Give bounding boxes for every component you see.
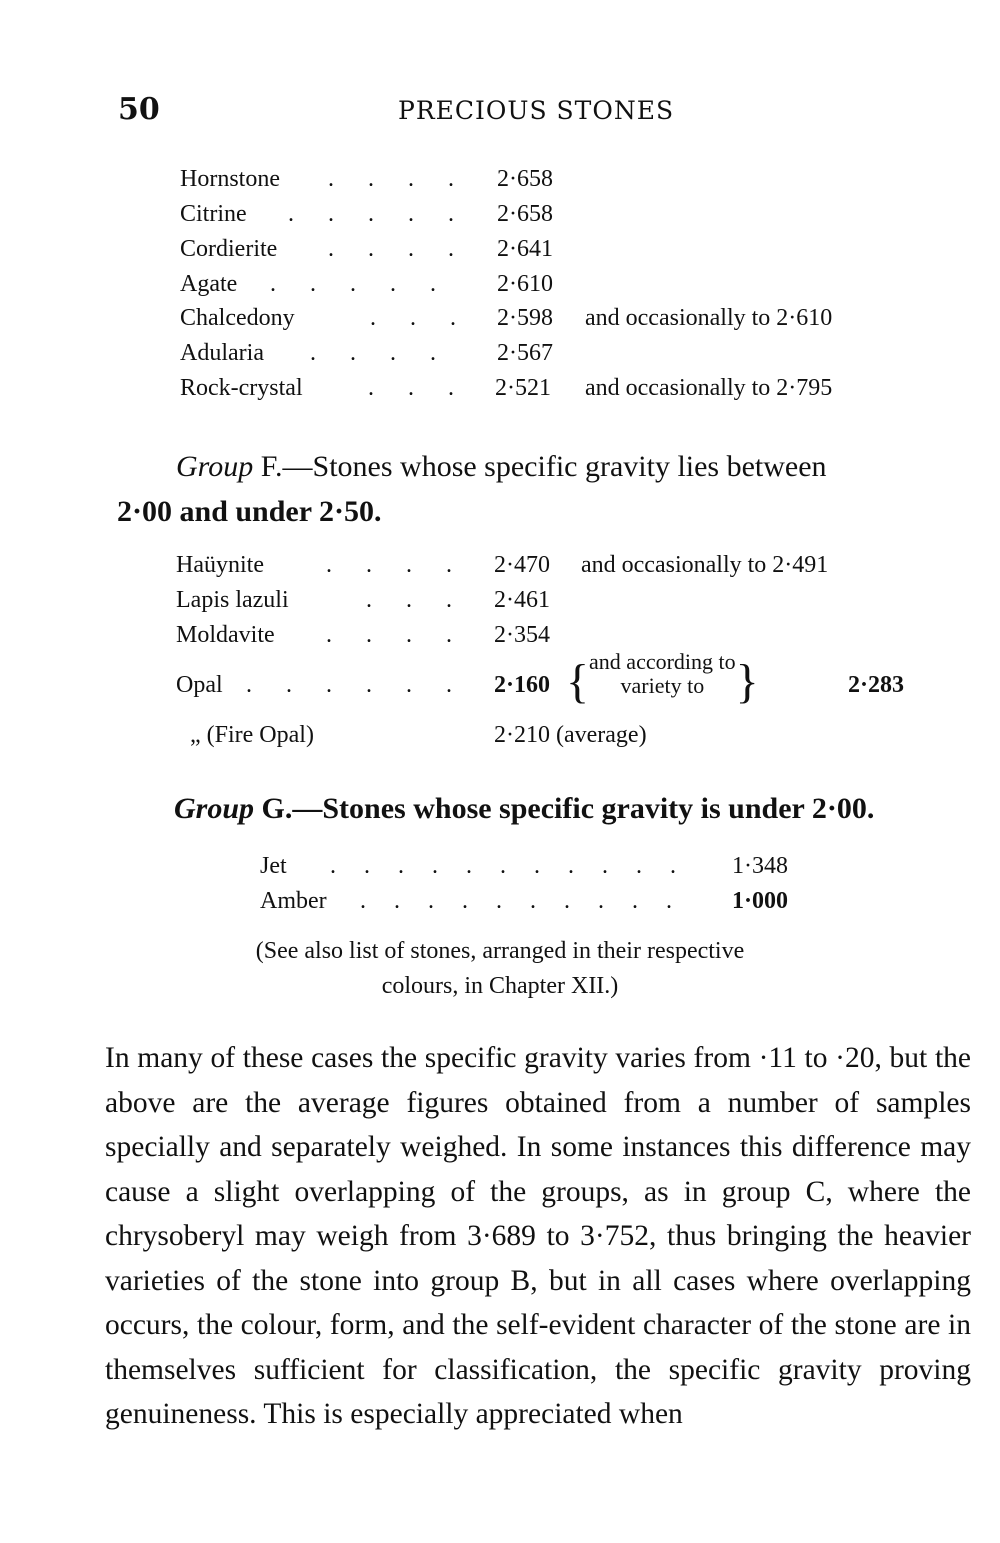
stone-name: Adularia	[180, 340, 264, 366]
leader-dots: . . . . . .	[246, 672, 466, 698]
leader-dots: . . .	[366, 587, 466, 613]
table-row	[180, 271, 940, 305]
stone-name: Agate	[180, 271, 238, 297]
group-g-text: G.—Stones whose specific gravity is under 2·00.	[254, 792, 875, 825]
left-brace: {	[566, 655, 590, 708]
stone-gravity: 2·470	[494, 552, 550, 578]
stone-name: Chalcedony	[180, 305, 295, 331]
stone-name: Citrine	[180, 201, 247, 227]
stone-name: Opal	[176, 672, 223, 698]
stone-name: Rock-crystal	[180, 375, 303, 401]
table-row	[260, 888, 860, 922]
cross-reference-note: (See also list of stones, arranged in their respective	[255, 938, 745, 964]
table-row	[180, 236, 940, 270]
stone-name: Amber	[260, 888, 327, 914]
leader-dots: . . .	[368, 375, 468, 401]
group-g-heading	[174, 792, 874, 826]
body-paragraph: In many of these cases the specific gravity varies from ·11 to ·20, but the above are the average figures obtained from a number of samples specially and separately weighed. In some instances this difference may cause a slight overlapping of the groups, as in group C, where the chrysoberyl may weigh from 3·689 to 3·752, thus bringing the heavier varieties of the stone into group B, but in all cases where overlapping occurs, the colour, form, and the self-evident character of the stone are in themselves sufficient for classification, the specific gravity proving genuineness. This is especially appreciated when	[105, 1042, 971, 1430]
table-row	[176, 587, 936, 621]
cross-reference-note: colours, in Chapter XII.)	[381, 973, 619, 999]
note-top: and according to	[589, 649, 736, 674]
stone-gravity: 2·521	[495, 375, 551, 401]
right-brace: }	[735, 655, 759, 708]
stone-name: Hornstone	[180, 166, 280, 192]
note-bottom: variety to	[620, 673, 705, 698]
group-f-text: F.—Stones whose specific gravity lies between	[253, 450, 827, 483]
table-row	[176, 622, 936, 656]
leader-dots: . . . . .	[288, 201, 468, 227]
leader-dots: . . . .	[326, 622, 466, 648]
stone-gravity: 2·567	[497, 340, 553, 366]
gravity-note: and occasionally to 2·491	[581, 552, 829, 578]
running-head: PRECIOUS STONES	[398, 96, 675, 125]
gravity-note	[566, 649, 759, 708]
group-f-heading	[176, 450, 827, 484]
leader-dots: . . . . . . . . . . .	[330, 853, 687, 879]
stone-gravity: 2·461	[494, 587, 550, 613]
table-row	[180, 375, 940, 409]
stone-gravity: 2·354	[494, 622, 550, 648]
leader-dots: . . . .	[328, 236, 468, 262]
stone-gravity: 2·610	[497, 271, 553, 297]
stone-name: Lapis lazuli	[176, 587, 289, 613]
stone-name: Cordierite	[180, 236, 278, 262]
stone-name: Jet	[260, 853, 287, 879]
stone-gravity: 1·348	[732, 853, 788, 879]
gravity-note: and occasionally to 2·795	[585, 375, 833, 401]
table-row	[180, 166, 940, 200]
stone-gravity: 2·210 (average)	[494, 722, 647, 748]
stone-gravity: 2·598	[497, 305, 553, 331]
page-number: 50	[118, 92, 160, 127]
stone-name: Moldavite	[176, 622, 275, 648]
table-row	[180, 305, 940, 339]
table-row	[180, 201, 940, 235]
leader-dots: . . . . . . . . . .	[360, 888, 683, 914]
gravity-note: and occasionally to 2·610	[585, 305, 833, 331]
leader-dots: . . . .	[328, 166, 468, 192]
table-row	[260, 853, 860, 887]
stone-gravity: 2·641	[497, 236, 553, 262]
gravity-upper: 2·283	[848, 672, 905, 698]
leader-dots: . . . . .	[270, 271, 450, 297]
group-label: Group	[174, 792, 255, 825]
table-row	[176, 649, 956, 722]
table-row	[190, 722, 950, 756]
leader-dots: . . .	[370, 305, 470, 331]
stone-gravity: 2·658	[497, 166, 553, 192]
stone-gravity: 2·160	[494, 672, 551, 698]
group-f-range: 2·00 and under 2·50.	[117, 495, 382, 528]
group-label: Group	[176, 450, 254, 483]
leader-dots: . . . .	[310, 340, 450, 366]
table-row	[180, 340, 940, 374]
stone-gravity: 2·658	[497, 201, 553, 227]
stone-gravity: 1·000	[732, 888, 789, 914]
stone-name: Haüynite	[176, 552, 264, 578]
leader-dots: . . . .	[326, 552, 466, 578]
stone-name: „ (Fire Opal)	[190, 722, 314, 748]
table-row	[176, 552, 936, 586]
